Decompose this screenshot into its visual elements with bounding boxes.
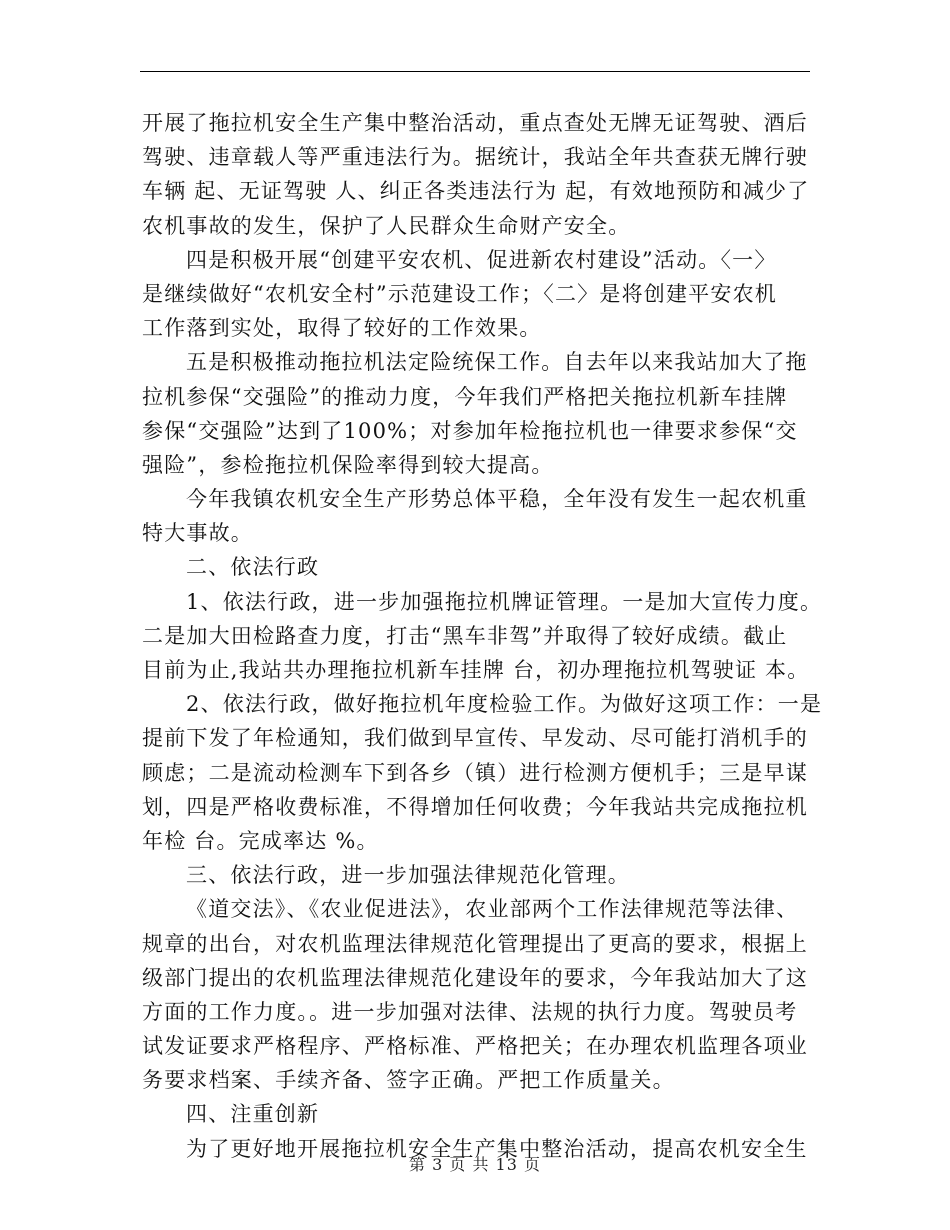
paragraph-start-line: 《道交法》、《农业促进法》，农业部两个工作法律规范等法律、: [186, 897, 799, 922]
body-line: 划，四是严格收费标准，不得增加任何收费；今年我站共完成拖拉机: [142, 794, 808, 819]
body-line: 务要求档案、手续齐备、签字正确。严把工作质量关。: [142, 1068, 675, 1093]
paragraph-start-line: 1、依法行政，进一步加强拖拉机牌证管理。一是加大宣传力度。: [186, 589, 823, 614]
paragraph-start-line: 四是积极开展“创建平安农机、促进新农村建设”活动。〈一〉: [186, 247, 777, 272]
body-line: 二是加大田检路查力度，打击“黑车非驾”并取得了较好成绩。截止: [142, 623, 788, 648]
section-heading: 三、依法行政，进一步加强法律规范化管理。: [186, 863, 630, 888]
body-line: 参保“交强险”达到了100%；对参加年检拖拉机也一律要求参保“交: [142, 418, 798, 443]
body-line: 规章的出台，对农机监理法律规范化管理提出了更高的要求，根据上: [142, 931, 808, 956]
body-line: 顾虑；二是流动检测车下到各乡（镇）进行检测方便机手；三是早谋: [142, 760, 808, 785]
paragraph-start-line: 五是积极推动拖拉机法定险统保工作。自去年以来我站加大了拖: [186, 350, 808, 375]
body-line: 是继续做好“农机安全村”示范建设工作；〈二〉是将创建平安农机: [142, 281, 777, 306]
body-line: 拉机参保“交强险”的推动力度，今年我们严格把关拖拉机新车挂牌: [142, 384, 788, 409]
document-body: [142, 106, 822, 1166]
section-heading: 二、依法行政: [186, 555, 320, 580]
section-heading: 四、注重创新: [186, 1102, 320, 1127]
body-line: 强险”，参检拖拉机保险率得到较大提高。: [142, 452, 554, 477]
body-line: 年检 台。完成率达 %。: [142, 828, 379, 853]
body-line: 农机事故的发生，保护了人民群众生命财产安全。: [142, 213, 631, 238]
page-number-footer: 第 3 页 共 13 页: [409, 1155, 541, 1174]
body-line: 方面的工作力度。。进一步加强对法律、法规的执行力度。驾驶员考: [142, 999, 798, 1024]
body-line: 试发证要求严格程序、严格标准、严格把关；在办理农机监理各项业: [142, 1034, 808, 1059]
body-line: 车辆 起、无证驾驶 人、纠正各类违法行为 起，有效地预防和减少了: [142, 179, 810, 204]
body-line: 开展了拖拉机安全生产集中整治活动，重点查处无牌无证驾驶、酒后: [142, 111, 808, 135]
body-line: 驾驶、违章载人等严重违法行为。据统计，我站全年共查获无牌行驶: [142, 145, 808, 170]
paragraph-start-line: 今年我镇农机安全生产形势总体平稳，全年没有发生一起农机重: [186, 487, 808, 512]
body-line: 目前为止,我站共办理拖拉机新车挂牌 台，初办理拖拉机驾驶证 本。: [142, 658, 810, 682]
paragraph-start-line: 2、依法行政，做好拖拉机年度检验工作。为做好这项工作：一是: [186, 692, 823, 717]
body-line: 级部门提出的农机监理法律规范化建设年的要求，今年我站加大了这: [142, 965, 808, 990]
header-rule: [140, 71, 810, 72]
paragraph-start-line: 为了更好地开展拖拉机安全生产集中整治活动，提高农机安全生: [186, 1136, 808, 1161]
body-line: 工作落到实处，取得了较好的工作效果。: [142, 316, 542, 341]
body-line: 特大事故。: [142, 521, 253, 546]
body-line: 提前下发了年检通知，我们做到早宣传、早发动、尽可能打消机手的: [142, 726, 808, 751]
